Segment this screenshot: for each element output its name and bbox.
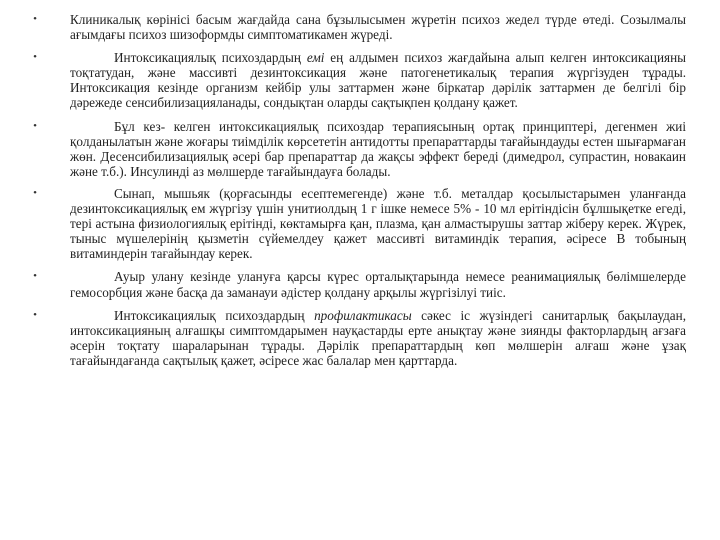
bullet-item-2	[30, 50, 686, 110]
bullet-dot-icon: •	[33, 13, 37, 25]
bullet-text-emphasis: емі	[306, 50, 325, 66]
bullet-item-1	[30, 12, 686, 42]
bullet-item-6	[30, 308, 686, 368]
bullet-list	[30, 12, 686, 368]
bullet-text: Клиникалық көрінісі басым жағдайда сана бұзылысымен жүретін психоз жедел түрде өтеді. Созылмалы ағымдағы психоз шизоформды симптоматикамен жүреді.	[70, 12, 686, 43]
bullet-dot-icon: •	[33, 186, 37, 199]
bullet-text-emphasis: профилактикасы	[314, 307, 412, 323]
bullet-text-rest: ең алдымен психоз жағдайына алып келген интоксикацияны тоқтатудан, және массивті дезинтоксикация және патогенетикалық терапия жүргізуден тұрады. Интоксикация кезінде организм кейбір улы заттармен және біркатар дәрілік заттармен де белгілі бір дәрежеде сенсибилизацияланады, сондықтан оларды сақтықпен қолдану қажет.	[70, 50, 686, 111]
bullet-dot-icon: •	[33, 51, 37, 64]
bullet-text-rest: сәкес іс жүзіндегі санитарлық бақылаудан, интоксикацияның алғашқы симптомдарымен науқастарды ерте анықтау және зиянды факторлардың ағзаға әсерін тоқтату шараларынан тұрады. Дәрілік препараттардың көп мөлшерін алғаш және ұзақ тағайындағанда сақтылық қажет, әсіресе жас балалар мен қарттарда.	[70, 307, 686, 368]
bullet-item-3	[30, 119, 686, 179]
bullet-text: Сынап, мышьяк (қорғасынды есептемегенде) және т.б. металдар қосылыстарымен уланғанда дезинтоксикациялық ем жүргізу үшін унитиолдың 1 г ішке немесе 5% - 10 мл ерітіндісін бұлшықетке егеді, тері астына физиологиялық ерітінді, көктамырға қан, плазма, қан алмастырушы заттар жіберу керек. Жүрек, тыныс мүшелерінің қызметін сүйемелдеу қажет массивті витаминдік терапия, әсіресе В тобының витаминдерін тағайындау керек.	[70, 185, 686, 262]
bullet-dot-icon: •	[33, 119, 37, 132]
bullet-text-lead: Интоксикациялық психоздардың	[114, 307, 315, 323]
bullet-item-4	[30, 186, 686, 261]
bullet-text-lead: Интоксикациялық психоздардың	[114, 50, 307, 66]
bullet-dot-icon: •	[33, 270, 37, 283]
bullet-text: Бұл кез- келген интоксикациялық психоздар терапиясының ортақ принциптері, дегенмен жиі қолданылатын және жоғары тиімділік көрсететін антидотты препараттарды тағайындауды естен шығармаған жөн. Десенсибилизациялық әсері бар препараттар да жақсы эффект береді (димедрол, супрастин, новакаин және т.б.). Инсулинді аз мөлшерде тағайындауға болады.	[70, 118, 686, 179]
bullet-dot-icon: •	[33, 308, 37, 321]
bullet-item-5	[30, 269, 686, 299]
bullet-text: Ауыр улану кезінде улануға қарсы күрес орталықтарында немесе реанимациялық бөлімшелерде гемосорбция және басқа да заманауи әдістер қолдану арқылы жүргізілуі тиіс.	[70, 269, 686, 300]
